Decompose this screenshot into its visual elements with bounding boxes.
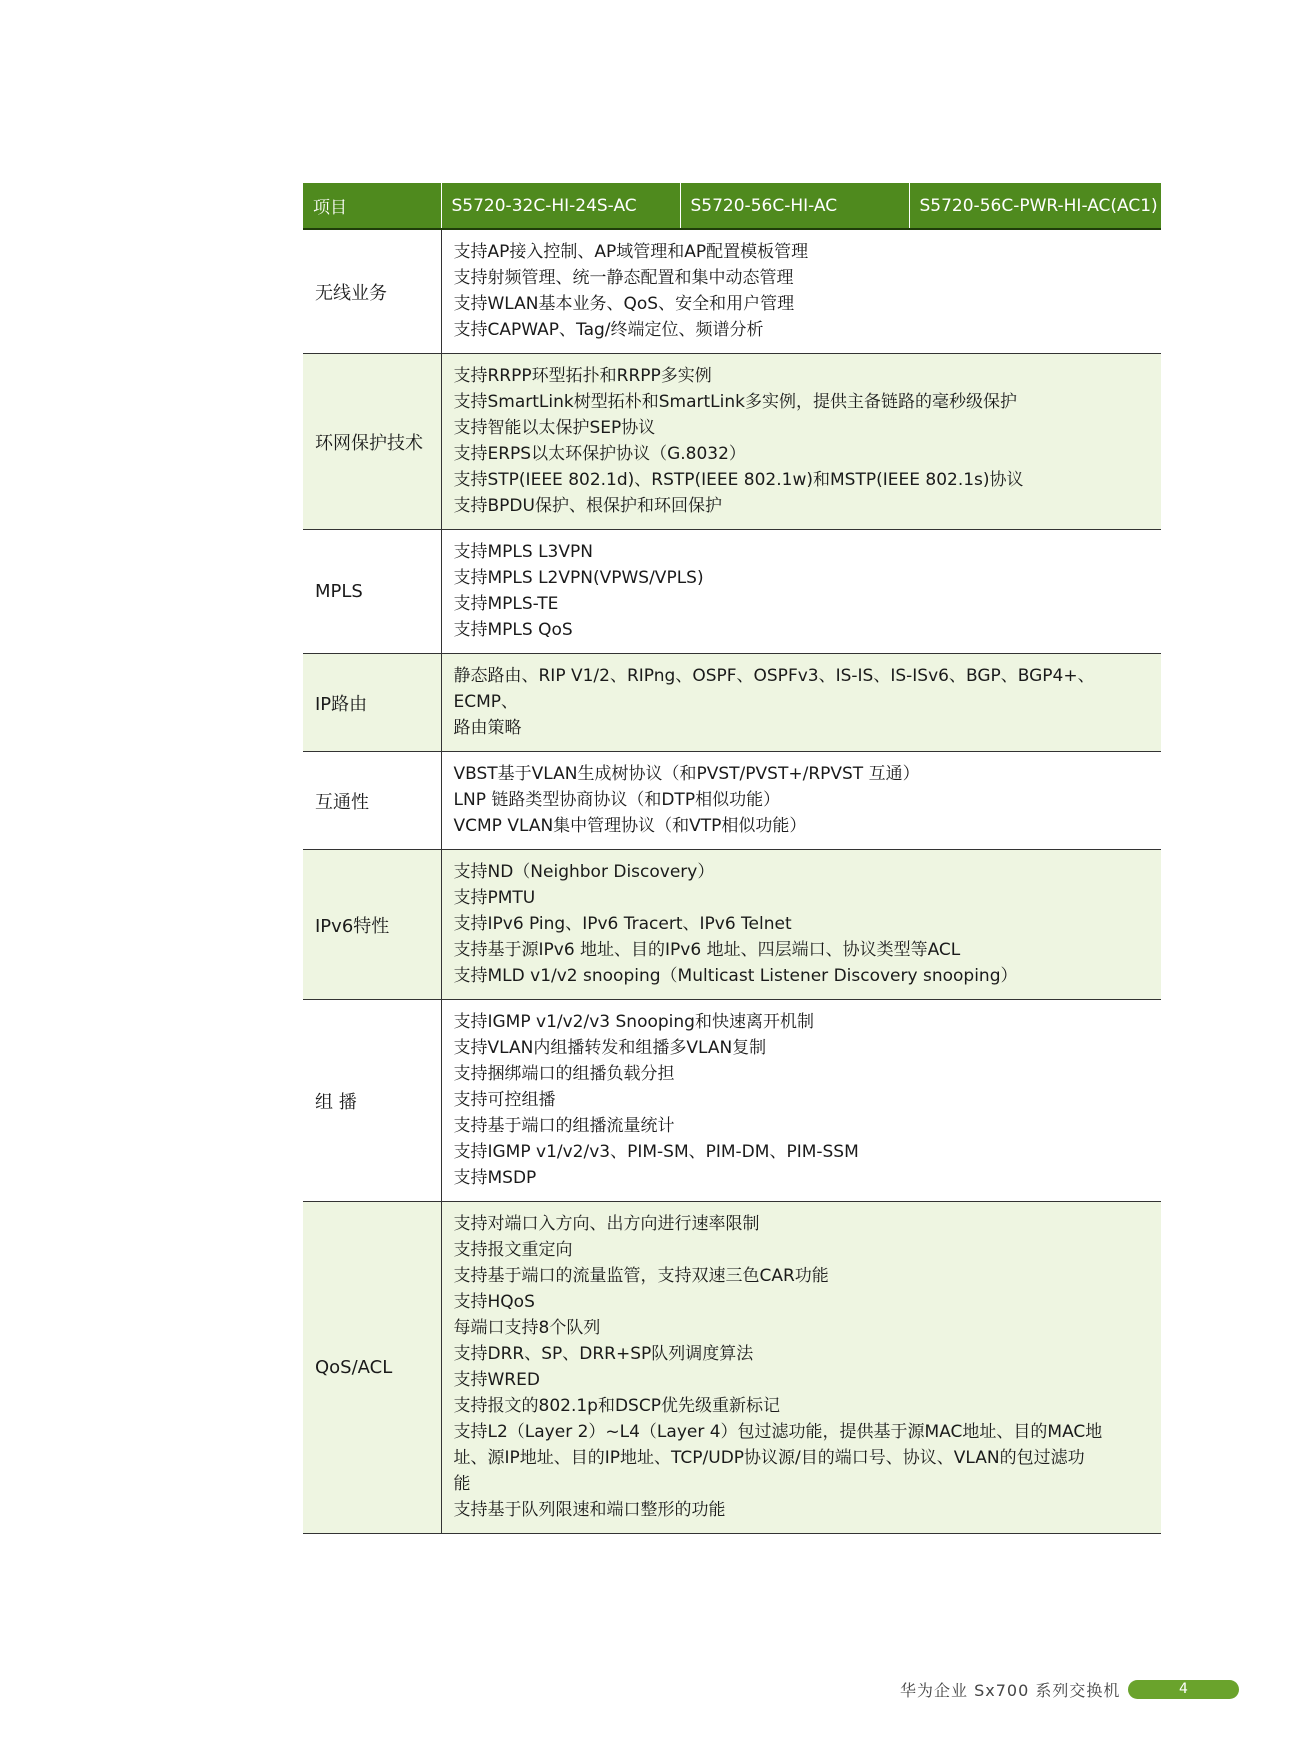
row-line: 支持L2（Layer 2）~L4（Layer 4）包过滤功能，提供基于源MAC地址、目的MAC地	[453, 1422, 1103, 1442]
row-line: 静态路由、RIP V1/2、RIPng、OSPF、OSPFv3、IS-IS、IS-ISv6、BGP、BGP4+、ECMP、	[453, 666, 1095, 712]
row-line: 支持基于端口的组播流量统计	[453, 1116, 675, 1136]
row-line: 支持MPLS L2VPN(VPWS/VPLS)	[453, 568, 704, 588]
row-category: IP路由	[303, 654, 441, 752]
row-content	[441, 530, 1161, 654]
row-line: 支持IGMP v1/v2/v3、PIM-SM、PIM-DM、PIM-SSM	[453, 1142, 859, 1162]
row-category: 互通性	[303, 752, 441, 850]
row-content	[441, 1202, 1161, 1534]
row-category: QoS/ACL	[303, 1202, 441, 1534]
row-line: 每端口支持8个队列	[453, 1318, 601, 1338]
table-row-ipv6	[303, 850, 1161, 1000]
row-line: 支持可控组播	[453, 1090, 556, 1110]
table-row-mpls	[303, 530, 1161, 654]
row-line: 支持报文的802.1p和DSCP优先级重新标记	[453, 1396, 780, 1416]
row-line: 支持ERPS以太环保护协议（G.8032）	[453, 444, 746, 464]
row-category: 组 播	[303, 1000, 441, 1202]
row-line: 支持WRED	[453, 1370, 540, 1390]
row-category: 无线业务	[303, 229, 441, 354]
row-line: 支持RRPP环型拓扑和RRPP多实例	[453, 366, 712, 386]
row-line: 支持MSDP	[453, 1168, 537, 1188]
table-row-ring-protection	[303, 354, 1161, 530]
row-line: 能	[453, 1474, 471, 1494]
row-category: 环网保护技术	[303, 354, 441, 530]
row-line: 支持MPLS L3VPN	[453, 542, 593, 562]
row-content	[441, 229, 1161, 354]
row-line: 支持DRR、SP、DRR+SP队列调度算法	[453, 1344, 754, 1364]
row-line: 支持捆绑端口的组播负载分担	[453, 1064, 675, 1084]
table-row-multicast	[303, 1000, 1161, 1202]
row-line: 支持HQoS	[453, 1292, 535, 1312]
table-row-wireless	[303, 229, 1161, 354]
header-model-1: S5720-32C-HI-24S-AC	[441, 183, 680, 229]
footer-title: 华为企业 Sx700 系列交换机	[900, 1681, 1121, 1700]
row-line: 支持AP接入控制、AP域管理和AP配置模板管理	[453, 242, 809, 262]
row-line: 支持BPDU保护、根保护和环回保护	[453, 496, 722, 516]
row-line: 支持STP(IEEE 802.1d)、RSTP(IEEE 802.1w)和MSTP(IEEE 802.1s)协议	[453, 470, 1024, 490]
table-row-interoperability	[303, 752, 1161, 850]
row-category: IPv6特性	[303, 850, 441, 1000]
row-line: 支持SmartLink树型拓朴和SmartLink多实例，提供主备链路的毫秒级保护	[453, 392, 1017, 412]
row-category: MPLS	[303, 530, 441, 654]
header-model-3: S5720-56C-PWR-HI-AC(AC1)	[909, 183, 1161, 229]
table-row-ip-routing	[303, 654, 1161, 752]
row-line: 支持WLAN基本业务、QoS、安全和用户管理	[453, 294, 795, 314]
row-line: 支持PMTU	[453, 888, 536, 908]
row-line: 支持VLAN内组播转发和组播多VLAN复制	[453, 1038, 767, 1058]
row-line: 支持MLD v1/v2 snooping（Multicast Listener Discovery snooping）	[453, 966, 1018, 986]
row-line: 支持MPLS-TE	[453, 594, 559, 614]
row-line: 路由策略	[453, 718, 522, 738]
header-item: 项目	[303, 183, 441, 229]
row-line: VBST基于VLAN生成树协议（和PVST/PVST+/RPVST 互通）	[453, 764, 920, 784]
row-line: 支持ND（Neighbor Discovery）	[453, 862, 715, 882]
row-line: 支持智能以太保护SEP协议	[453, 418, 656, 438]
row-line: 支持MPLS QoS	[453, 620, 573, 640]
row-line: 支持射频管理、统一静态配置和集中动态管理	[453, 268, 794, 288]
table-header-row	[303, 183, 1161, 229]
header-model-2: S5720-56C-HI-AC	[680, 183, 909, 229]
row-line: 址、源IP地址、目的IP地址、TCP/UDP协议源/目的端口号、协议、VLAN的包过滤功	[453, 1448, 1085, 1468]
row-line: 支持基于队列限速和端口整形的功能	[453, 1500, 726, 1520]
page-number-badge: 4	[1128, 1680, 1239, 1699]
row-content	[441, 850, 1161, 1000]
table-row-qos-acl	[303, 1202, 1161, 1534]
row-line: 支持IGMP v1/v2/v3 Snooping和快速离开机制	[453, 1012, 814, 1032]
row-line: LNP 链路类型协商协议（和DTP相似功能）	[453, 790, 781, 810]
row-line: 支持基于端口的流量监管，支持双速三色CAR功能	[453, 1266, 829, 1286]
row-line: VCMP VLAN集中管理协议（和VTP相似功能）	[453, 816, 807, 836]
row-content	[441, 1000, 1161, 1202]
row-content	[441, 752, 1161, 850]
spec-table	[303, 183, 1161, 1534]
row-content	[441, 654, 1161, 752]
row-line: 支持CAPWAP、Tag/终端定位、频谱分析	[453, 320, 764, 340]
row-line: 支持基于源IPv6 地址、目的IPv6 地址、四层端口、协议类型等ACL	[453, 940, 961, 960]
row-content	[441, 354, 1161, 530]
row-line: 支持报文重定向	[453, 1240, 573, 1260]
row-line: 支持对端口入方向、出方向进行速率限制	[453, 1214, 760, 1234]
row-line: 支持IPv6 Ping、IPv6 Tracert、IPv6 Telnet	[453, 914, 792, 934]
